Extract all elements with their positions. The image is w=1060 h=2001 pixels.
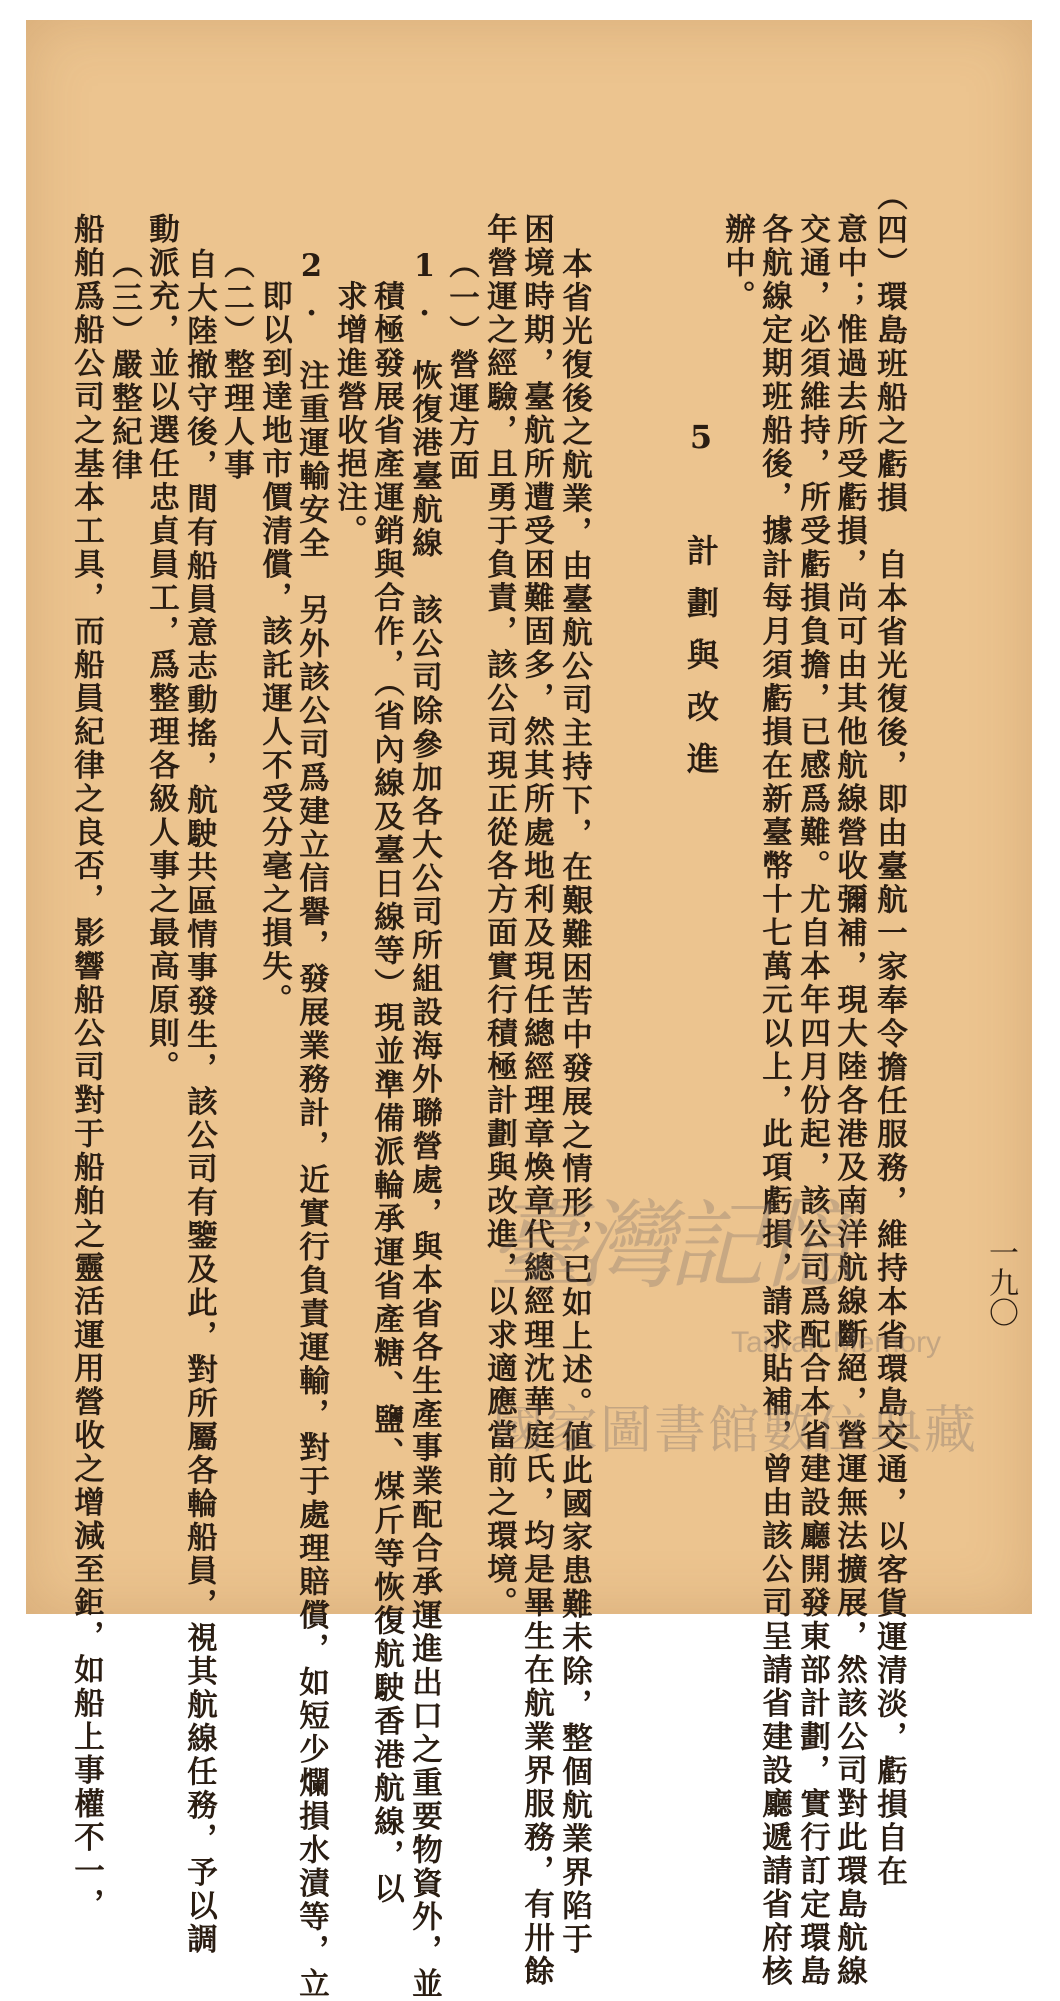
text-column: 動派充，並以選任忠貞員工，爲整理各級人事之最高原則。 xyxy=(143,213,180,1084)
subsection-heading: （一）營運方面 xyxy=(443,248,480,483)
watermark-english: Taiwan Memory xyxy=(731,1326,942,1359)
text-column: 積極發展省產運銷與合作，（省內線及臺日線等）現並準備派輪承運省產糖、鹽、煤斤等恢復航駛香港航線，以 xyxy=(368,280,405,1907)
subsection-heading: （二）整理人事 xyxy=(218,248,255,483)
text-column: 求增進營收挹注。 xyxy=(331,280,368,548)
text-column: （四）環島班船之虧損 自本省光復後，即由臺航一家奉令擔任服務，維持本省環島交通，以客貨運清淡，虧損自在 xyxy=(871,180,908,1889)
page-number: 一九〇 xyxy=(983,1237,1018,1327)
book-page xyxy=(26,20,1032,2001)
text-column: 即以到達地市價清償，該託運人不受分毫之損失。 xyxy=(256,280,293,1017)
watermark-org: 國家圖書館數位典藏 xyxy=(492,1402,979,1460)
text-column: 自大陸撤守後，間有船員意志動搖，航駛共區情事發生，該公司有鑒及此，對所屬各輪船員，視其航線任務，予以調 xyxy=(181,248,218,1957)
text-column: 船舶爲船公司之基本工具，而船員紀律之良否，影響船公司對于船舶之靈活運用營收之增減至鉅，如船上事權不一， xyxy=(68,213,105,1922)
section-heading: 5 計劃與改進 xyxy=(682,418,720,794)
text-column: 辦中。 xyxy=(719,213,756,314)
text-column: 1. 恢復港臺航線 該公司除參加各大公司所組設海外聯營處，與本省各生產事業配合承運進出口之重要物資外，並 xyxy=(406,248,443,2001)
text-column: 2. 注重運輸安全 另外該公司爲建立信譽，發展業務計，近實行負責運輸，對于處理賠償，如短少爛損水漬等，立 xyxy=(293,248,330,2001)
text-column: 交通，必須維持，所受虧損負擔，已感爲難。尤自本年四月份起，該公司爲配合本省建設廳開發東部計劃，實行訂定環島 xyxy=(794,213,831,1989)
text-column: 困境時期，臺航所遭受困難固多，然其所處地利及現任總經理章煥章代總經理沈華庭氏，均是畢生在航業界服務，有卅餘 xyxy=(518,213,555,1989)
text-column: 各航線定期班船後，據計每月須虧損在新臺幣十七萬元以上，此項虧損，請求貼補，曾由該公司呈請省建設廳遞請省府核 xyxy=(756,213,793,1989)
subsection-heading: （三）嚴整紀律 xyxy=(106,248,143,483)
watermark-chinese: 臺灣記憶 xyxy=(488,1190,848,1302)
text-column: 年營運之經驗，且勇于負責，該公司現正從各方面實行積極計劃與改進，以求適應當前之環境。 xyxy=(481,213,518,1620)
text-column: 本省光復後之航業，由臺航公司主持下，在艱難困苦中發展之情形，已如上述。値此國家患難未除，整個航業界陷于 xyxy=(556,248,593,1957)
text-column: 意中；惟過去所受虧損，尚可由其他航線營收彌補，現大陸各港及南洋航線斷絕，營運無法擴展，然該公司對此環島航線 xyxy=(831,213,868,1989)
